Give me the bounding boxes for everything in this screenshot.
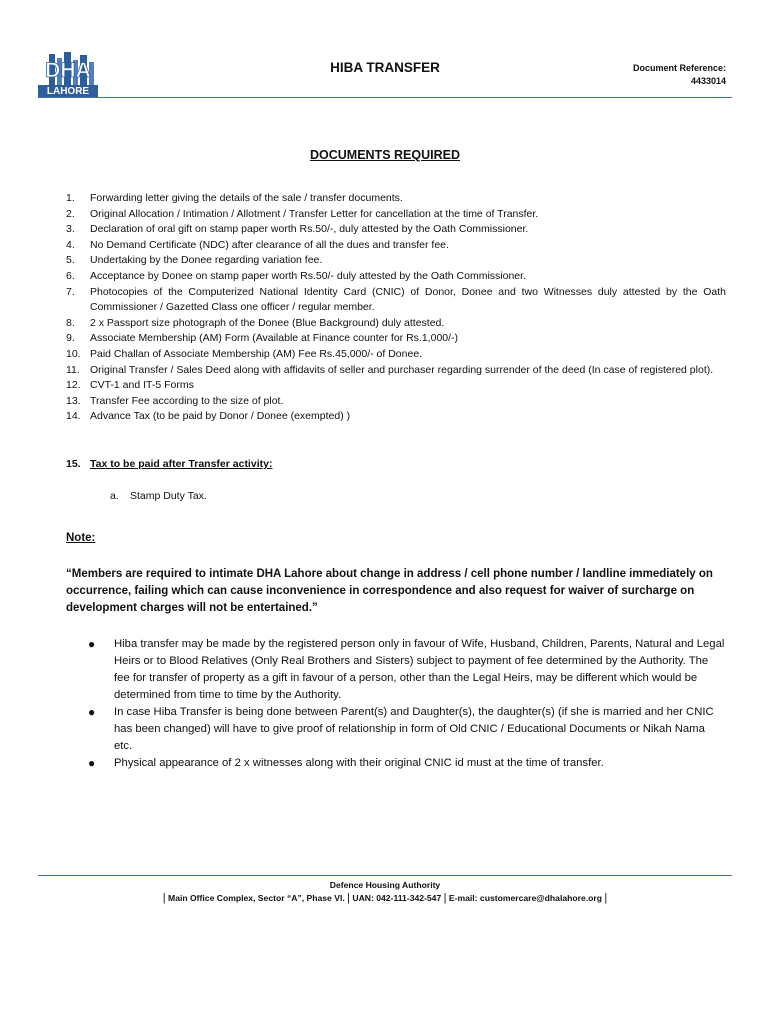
list-item: [66, 316, 726, 332]
item-number: 1.: [66, 192, 75, 204]
item-number: 13.: [66, 394, 81, 407]
bullet-text: Physical appearance of 2 x witnesses along with their original CNIC id must at the time of transfer.: [114, 757, 604, 769]
item-number: 5.: [66, 254, 75, 267]
bullet-item: [88, 755, 726, 772]
item-number: 3.: [66, 223, 75, 236]
list-item: [66, 378, 726, 394]
footer-separator: |: [604, 892, 608, 904]
sub-item-text: Stamp Duty Tax.: [130, 490, 207, 502]
list-item: [66, 285, 726, 316]
logo-lahore-label: LAHORE: [38, 85, 98, 98]
sub-item: [110, 490, 207, 502]
item-text: Acceptance by Donee on stamp paper worth Rs.50/- duly attested by the Oath Commissioner.: [90, 269, 526, 282]
list-item: [66, 207, 726, 223]
list-item: [66, 331, 726, 347]
item-number: 7.: [66, 285, 75, 298]
footer-divider: [38, 875, 732, 876]
item-number: 11.: [66, 363, 80, 376]
bullet-text: Hiba transfer may be made by the registered person only in favour of Wife, Husband, Children, Parents, Natural and Legal Heirs or to Blood Relatives (Only Real Brothers and Sisters) subject to payment of fee determined by the Authority. The fee for transfer of property as a gift in favour of a person, other than the Legal Heirs, may be different which would be determined from time to time by the Authority.: [114, 638, 725, 701]
item-number: 14.: [66, 410, 81, 423]
header-divider: [38, 97, 732, 98]
list-item: [66, 269, 726, 285]
footer-separator: |: [347, 892, 350, 904]
footer-contact: [0, 892, 770, 905]
item-number: 6.: [66, 269, 75, 282]
doc-ref-number: 4433014: [690, 76, 726, 86]
list-item: [66, 253, 726, 269]
item-text: Declaration of oral gift on stamp paper worth Rs.50/-, duly attested by the Oath Commissioner.: [90, 223, 529, 236]
footer-org: Defence Housing Authority: [329, 880, 441, 890]
footer-address: Main Office Complex, Sector “A”, Phase VI.: [168, 893, 345, 903]
sub-item-letter: a.: [110, 490, 119, 502]
item-text: Associate Membership (AM) Form (Available at Finance counter for Rs.1,000/-): [90, 332, 459, 345]
item-text: CVT-1 and IT-5 Forms: [90, 379, 194, 392]
section-title: DOCUMENTS REQUIRED: [309, 148, 460, 162]
list-item: [66, 191, 726, 207]
list-item: [66, 347, 726, 363]
bullet-icon: ●: [88, 637, 96, 651]
item-text: Original Allocation / Intimation / Allotment / Transfer Letter for cancellation at the time of Transfer.: [90, 207, 539, 220]
footer-separator: |: [443, 892, 447, 904]
bullet-item: [88, 636, 726, 704]
document-reference: [633, 62, 726, 88]
note-text: “Members are required to intimate DHA Lahore about change in address / cell phone number / landline immediately on occurrence, failing which can cause inconvenience in correspondence and also request for waiver of surcharge on development charges will not be entertained.”: [66, 568, 713, 614]
list-item: [66, 363, 726, 379]
svg-text:DHA: DHA: [45, 59, 91, 82]
bullet-icon: ●: [88, 705, 96, 719]
item-text: Transfer Fee according to the size of plot.: [90, 394, 284, 407]
list-item: [66, 409, 726, 425]
footer-email: E-mail: customercare@dhalahore.org: [448, 893, 602, 903]
notes-bullet-list: [88, 636, 726, 772]
footer-uan: UAN: 042-111-342-547: [352, 893, 442, 903]
item-number: 4.: [66, 238, 75, 251]
footer-separator: |: [162, 892, 166, 904]
document-title: HIBA TRANSFER: [330, 60, 440, 75]
item-number: 10.: [66, 347, 81, 360]
footer: [0, 879, 770, 905]
item-number: 15.: [66, 458, 81, 470]
item-text: Original Transfer / Sales Deed along with affidavits of seller and purchaser regarding surrender of the deed (In case of registered plot).: [90, 363, 714, 376]
list-item: [66, 222, 726, 238]
note-label: Note:: [66, 532, 96, 544]
documents-list: [66, 191, 726, 425]
item-number: 8.: [66, 316, 75, 329]
item-text: No Demand Certificate (NDC) after clearance of all the dues and transfer fee.: [90, 238, 449, 251]
list-item: [66, 238, 726, 254]
item-text: Advance Tax (to be paid by Donor / Donee (exempted) ): [90, 410, 351, 423]
item-text: Paid Challan of Associate Membership (AM) Fee Rs.45,000/- of Donee.: [90, 347, 423, 360]
bullet-item: [88, 704, 726, 755]
tax-after-transfer-item: [66, 458, 272, 470]
bullet-icon: ●: [88, 756, 96, 770]
item-text: 2 x Passport size photograph of the Donee (Blue Background) duly attested.: [90, 316, 445, 329]
item-text: Undertaking by the Donee regarding variation fee.: [90, 254, 323, 267]
item-number: 12.: [66, 379, 81, 392]
list-item: [66, 394, 726, 410]
item-text: Forwarding letter giving the details of the sale / transfer documents.: [90, 192, 403, 204]
bullet-text: In case Hiba Transfer is being done between Parent(s) and Daughter(s), the daughter(s) (if she is married and her CNIC has been changed) will have to give proof of relationship in form of Old CNIC / Educational Documents or Nikah Nama etc.: [114, 706, 714, 752]
item-number: 2.: [66, 207, 75, 220]
doc-ref-label: Document Reference:: [632, 63, 726, 73]
item-text: Tax to be paid after Transfer activity:: [90, 458, 273, 470]
item-text: Photocopies of the Computerized National Identity Card (CNIC) of Donor, Donee and two Witnesses duly attested by the Oath Commissioner / Gazetted Class one officer / regular member.: [90, 285, 726, 314]
item-number: 9.: [66, 332, 75, 345]
